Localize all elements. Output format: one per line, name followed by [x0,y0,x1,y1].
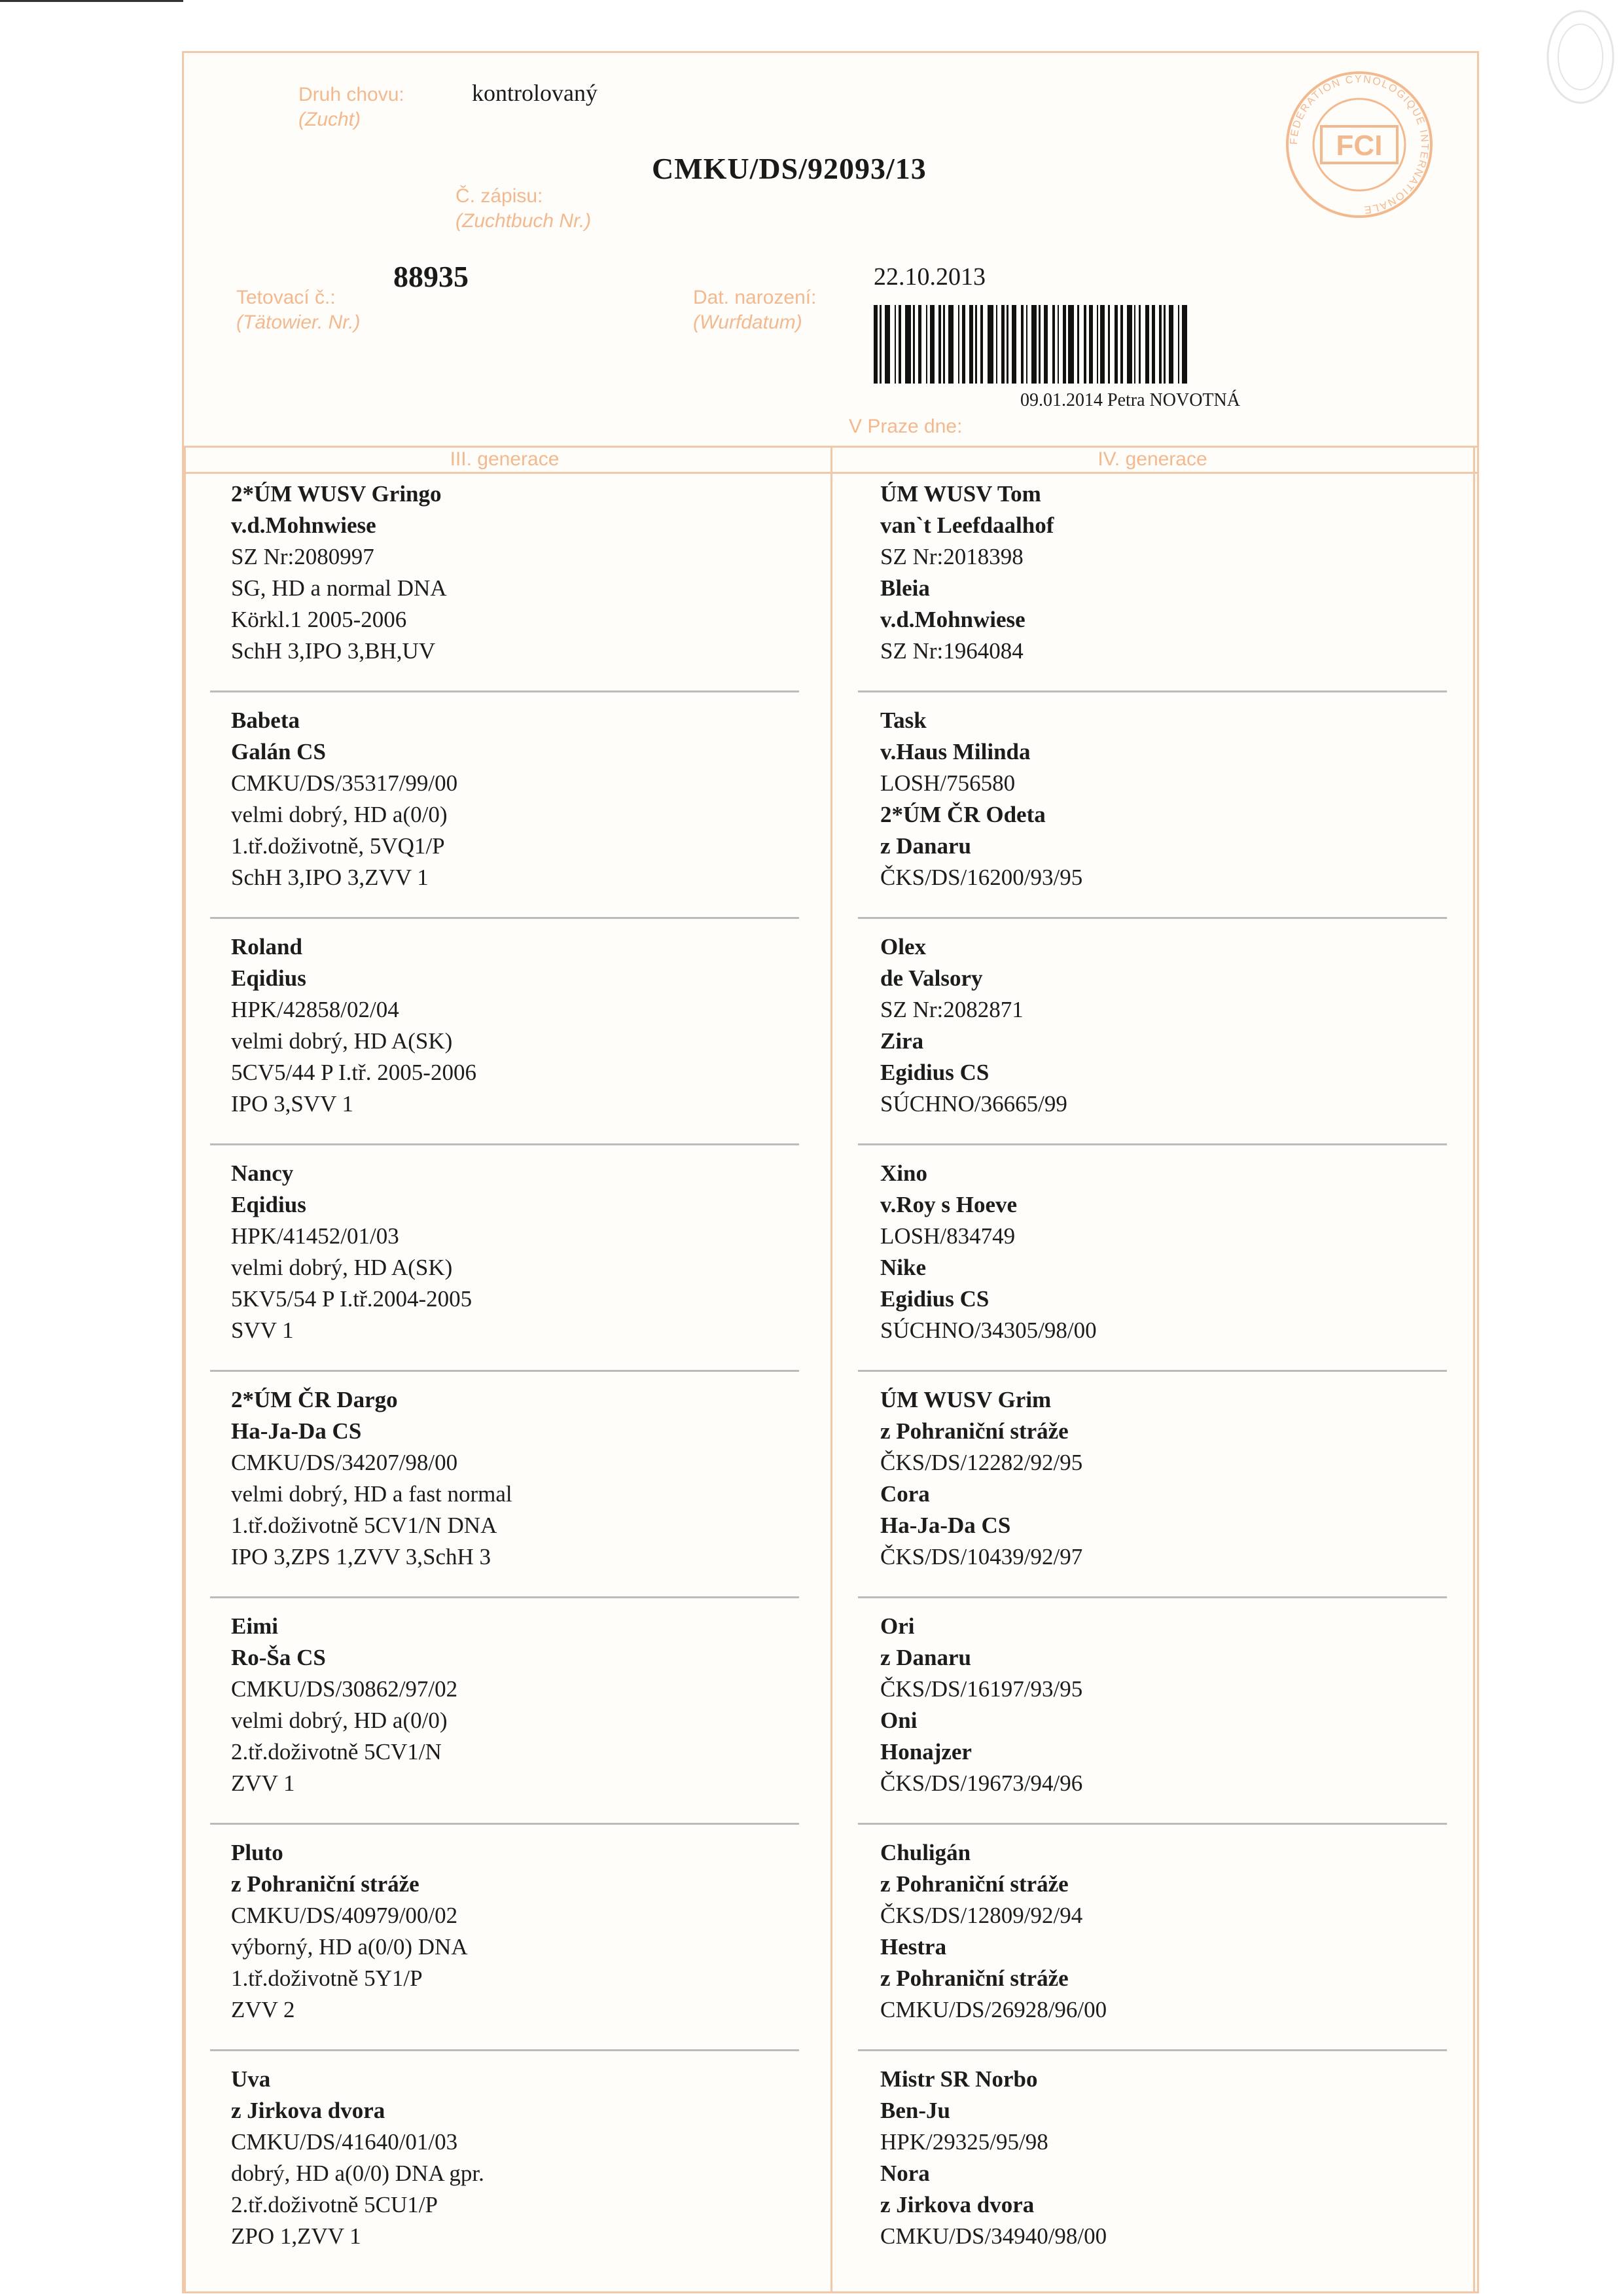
pedigree-line: HPK/42858/02/04 [231,997,399,1022]
row-separator [858,1143,1447,1145]
pedigree-line: IPO 3,ZPS 1,ZVV 3,SchH 3 [231,1544,491,1570]
pedigree-line: 2*ÚM ČR Dargo [231,1387,398,1412]
birth-date-label: Dat. narození: (Wurfdatum) [693,287,817,333]
tattoo-number: 88935 [393,260,469,293]
barcode-bar [943,305,945,384]
barcode-bar [988,305,993,384]
barcode-bar [1134,305,1135,384]
pedigree-line: Olex [880,934,926,960]
barcode-bar [880,305,882,384]
pedigree-line: velmi dobrý, HD a(0/0) [231,1708,448,1733]
pedigree-line: 2.tř.doživotně 5CV1/N [231,1739,442,1765]
barcode-bar [913,305,915,384]
pedigree-line: HPK/41452/01/03 [231,1223,399,1249]
barcode-bar [1001,305,1005,384]
pedigree-line: v.d.Mohnwiese [231,512,376,538]
barcode-bar [980,305,983,384]
barcode-bar [918,305,921,384]
barcode-bar [969,305,973,384]
pedigree-cell-right [880,478,1054,667]
pedigree-line: LOSH/756580 [880,770,1016,796]
tattoo-label: Tetovací č.: (Tätowier. Nr.) [236,287,361,333]
pedigree-line: 1.tř.doživotně, 5VQ1/P [231,833,445,859]
pedigree-line: ČKS/DS/16197/93/95 [880,1676,1083,1702]
pedigree-line: z Jirkova dvora [231,2098,385,2123]
pedigree-line: ZVV 1 [231,1770,295,1796]
svg-text:FCI: FCI [1336,130,1383,162]
barcode-bar [926,305,927,384]
pedigree-line: velmi dobrý, HD a fast normal [231,1481,512,1507]
barcode-bar [899,305,901,384]
pedigree-line: v.Haus Milinda [880,739,1031,764]
barcode-bar [1021,305,1024,384]
pedigree-cell-right [880,1611,1082,1799]
pedigree-cell-left [231,1158,472,1346]
pedigree-line: ČKS/DS/12809/92/94 [880,1903,1083,1928]
pedigree-line: Bleia [880,575,930,601]
pedigree-line: SZ Nr:2018398 [880,544,1024,569]
pedigree-line: Ori [880,1613,915,1639]
barcode-bar [975,305,977,384]
pedigree-line: SÚCHNO/34305/98/00 [880,1318,1097,1343]
issue-date-signature: 09.01.2014 Petra NOVOTNÁ [1020,390,1240,410]
pedigree-line: CMKU/DS/34207/98/00 [231,1450,458,1475]
barcode-bar [1039,305,1041,384]
pedigree-cell-left [231,931,476,1120]
row-separator [858,691,1447,692]
barcode-bar [1063,305,1066,384]
barcode-bar [1012,305,1016,384]
pedigree-line: Pluto [231,1840,283,1865]
barcode-bar [996,305,997,384]
barcode-bar [1115,305,1118,384]
row-separator [858,1823,1447,1825]
pedigree-line: Ben-Ju [880,2098,950,2123]
barcode-bar [1044,305,1048,384]
pedigree-line: z Jirkova dvora [880,2192,1035,2217]
barcode-bar [1182,305,1187,384]
pedigree-line: Galán CS [231,739,326,764]
pedigree-line: IPO 3,SVV 1 [231,1091,354,1117]
barcode-bar [938,305,941,384]
barcode-bar [1058,305,1059,384]
pedigree-line: 5KV5/54 P I.tř.2004-2005 [231,1286,473,1312]
pedigree-line: Xino [880,1160,927,1186]
pedigree-line: ÚM WUSV Grim [880,1387,1052,1412]
fci-logo-icon [1281,66,1438,223]
pedigree-cell-right [880,2064,1107,2252]
pedigree-line: Ro-Ša CS [231,1645,326,1670]
pedigree-line: Hestra [880,1934,947,1960]
pedigree-line: Mistr SR Norbo [880,2066,1038,2092]
pedigree-line: CMKU/DS/35317/99/00 [231,770,458,796]
pedigree-line: ČKS/DS/16200/93/95 [880,865,1083,890]
pedigree-line: z Pohraniční stráže [231,1871,419,1897]
pedigree-cell-right [880,1837,1107,2026]
pedigree-line: z Danaru [880,833,972,859]
pedigree-line: Ha-Ja-Da CS [880,1513,1011,1538]
studbook-number: CMKU/DS/92093/13 [652,152,927,185]
pedigree-line: ZPO 1,ZVV 1 [231,2223,361,2249]
pedigree-cell-left [231,478,447,667]
pedigree-line: dobrý, HD a(0/0) DNA gpr. [231,2161,484,2186]
pedigree-line: 5CV5/44 P I.tř. 2005-2006 [231,1060,476,1085]
pedigree-line: Honajzer [880,1739,972,1765]
breeding-type-value: kontrolovaný [472,80,597,106]
pedigree-cell-left [231,705,457,893]
svg-text:FEDERATION CYNOLOGIQUE INTERNA: FEDERATION CYNOLOGIQUE INTERNATIONALE [1288,73,1431,215]
pedigree-line: Zira [880,1028,924,1054]
pedigree-line: Eqidius [231,1192,306,1217]
barcode-bar [1120,305,1123,384]
pedigree-line: 2*ÚM WUSV Gringo [231,481,442,507]
pedigree-line: HPK/29325/95/98 [880,2129,1048,2155]
barcode-bar [930,305,935,384]
row-separator [858,917,1447,919]
pedigree-line: Task [880,708,927,733]
pedigree-line: CMKU/DS/40979/00/02 [231,1903,458,1928]
pedigree-line: CMKU/DS/41640/01/03 [231,2129,458,2155]
row-separator [858,1370,1447,1372]
pedigree-line: SÚCHNO/36665/99 [880,1091,1067,1117]
barcode-bar [948,305,954,384]
pedigree-line: SZ Nr:2082871 [880,997,1024,1022]
pedigree-cell-right [880,1384,1082,1573]
pedigree-line: Cora [880,1481,930,1507]
pedigree-line: Körkl.1 2005-2006 [231,607,407,632]
pedigree-line: CMKU/DS/30862/97/02 [231,1676,458,1702]
pedigree-sheet [182,51,1479,2293]
pedigree-line: výborný, HD a(0/0) DNA [231,1934,468,1960]
pedigree-line: Babeta [231,708,300,733]
pedigree-line: Egidius CS [880,1060,990,1085]
barcode [874,305,1306,384]
row-separator [210,1370,799,1372]
pedigree-line: 2*ÚM ČR Odeta [880,802,1046,827]
pedigree-line: ZVV 2 [231,1997,295,2022]
pedigree-cell-left [231,1611,457,1799]
pedigree-line: Eqidius [231,965,306,991]
pedigree-line: Chuligán [880,1840,971,1865]
barcode-bar [1178,305,1179,384]
pedigree-line: SZ Nr:1964084 [880,638,1024,664]
pedigree-line: ČKS/DS/12282/92/95 [880,1450,1083,1475]
breeding-type-label: Druh chovu: (Zucht) [298,84,404,130]
pedigree-line: 1.tř.doživotně 5CV1/N DNA [231,1513,497,1538]
pedigree-line: z Pohraniční stráže [880,1965,1069,1991]
barcode-bar [885,305,890,384]
pedigree-cell-left [231,1837,468,2026]
pedigree-line: velmi dobrý, HD A(SK) [231,1028,453,1054]
pedigree-line: velmi dobrý, HD A(SK) [231,1255,453,1280]
row-separator [210,1143,799,1145]
barcode-bar [1007,305,1008,384]
barcode-bar [1100,305,1105,384]
barcode-bar [1084,305,1086,384]
pedigree-line: de Valsory [880,965,983,991]
pedigree-line: SZ Nr:2080997 [231,544,374,569]
barcode-bar [1159,305,1162,384]
right-border [1473,446,1475,2291]
barcode-bar [1026,305,1027,384]
row-separator [858,2049,1447,2051]
pedigree-cell-right [880,705,1082,893]
row-separator [210,917,799,919]
pedigree-line: ÚM WUSV Tom [880,481,1041,507]
row-separator [858,1596,1447,1598]
barcode-bar [895,305,896,384]
barcode-bar [1164,305,1166,384]
pedigree-line: van`t Leefdaalhof [880,512,1054,538]
pedigree-line: Nancy [231,1160,294,1186]
studbook-label: Č. zápisu: (Zuchtbuch Nr.) [455,185,592,232]
column-divider [830,446,832,2291]
pedigree-line: Egidius CS [880,1286,990,1312]
row-separator [210,2049,799,2051]
pedigree-line: Oni [880,1708,918,1733]
row-separator [210,1596,799,1598]
scan-edge-line [0,0,183,2]
pedigree-line: z Pohraniční stráže [880,1871,1069,1897]
barcode-bar [1068,305,1074,384]
pedigree-line: Ha-Ja-Da CS [231,1418,362,1444]
barcode-bar [1152,305,1155,384]
pedigree-line: 2.tř.doživotně 5CU1/P [231,2192,438,2217]
pedigree-line: ČKS/DS/19673/94/96 [880,1770,1083,1796]
barcode-bar [962,305,965,384]
pedigree-line: Uva [231,2066,271,2092]
barcode-bar [1145,305,1149,384]
barcode-bar [958,305,959,384]
pedigree-line: velmi dobrý, HD a(0/0) [231,802,448,827]
pedigree-cell-left [231,1384,512,1573]
pedigree-line: LOSH/834749 [880,1223,1016,1249]
barcode-bar [1089,305,1093,384]
column-header-gen3: III. generace [450,448,560,470]
barcode-bar [1108,305,1110,384]
barcode-bar [1077,305,1079,384]
left-border [184,446,186,2291]
barcode-bar [1052,305,1055,384]
pedigree-cell-left [231,2064,484,2252]
round-stamp-icon [1544,8,1616,106]
pedigree-line: SchH 3,IPO 3,BH,UV [231,638,436,664]
pedigree-line: Nora [880,2161,930,2186]
column-header-gen4: IV. generace [1097,448,1207,470]
pedigree-line: z Pohraniční stráže [880,1418,1069,1444]
barcode-bar [1139,305,1141,384]
pedigree-line: CMKU/DS/34940/98/00 [880,2223,1107,2249]
pedigree-line: z Danaru [880,1645,972,1670]
pedigree-line: SVV 1 [231,1318,294,1343]
birth-date-value: 22.10.2013 [874,263,986,291]
pedigree-line: SG, HD a normal DNA [231,575,447,601]
pedigree-line: SchH 3,IPO 3,ZVV 1 [231,865,429,890]
pedigree-line: v.d.Mohnwiese [880,607,1026,632]
pedigree-line: Eimi [231,1613,278,1639]
pedigree-cell-right [880,931,1067,1120]
pedigree-line: Nike [880,1255,926,1280]
barcode-bar [1097,305,1098,384]
pedigree-line: ČKS/DS/10439/92/97 [880,1544,1083,1570]
pedigree-line: CMKU/DS/26928/96/00 [880,1997,1107,2022]
pedigree-cell-right [880,1158,1097,1346]
row-separator [210,691,799,692]
pedigree-line: v.Roy s Hoeve [880,1192,1018,1217]
pedigree-line: Roland [231,934,302,960]
row-separator [210,1823,799,1825]
barcode-bar [1031,305,1037,384]
barcode-bar [874,305,878,384]
barcode-bar [1169,305,1173,384]
barcode-bar [905,305,911,384]
pedigree-line: 1.tř.doživotně 5Y1/P [231,1965,423,1991]
barcode-bar [1127,305,1132,384]
issue-place-label: V Praze dne: [849,416,963,437]
